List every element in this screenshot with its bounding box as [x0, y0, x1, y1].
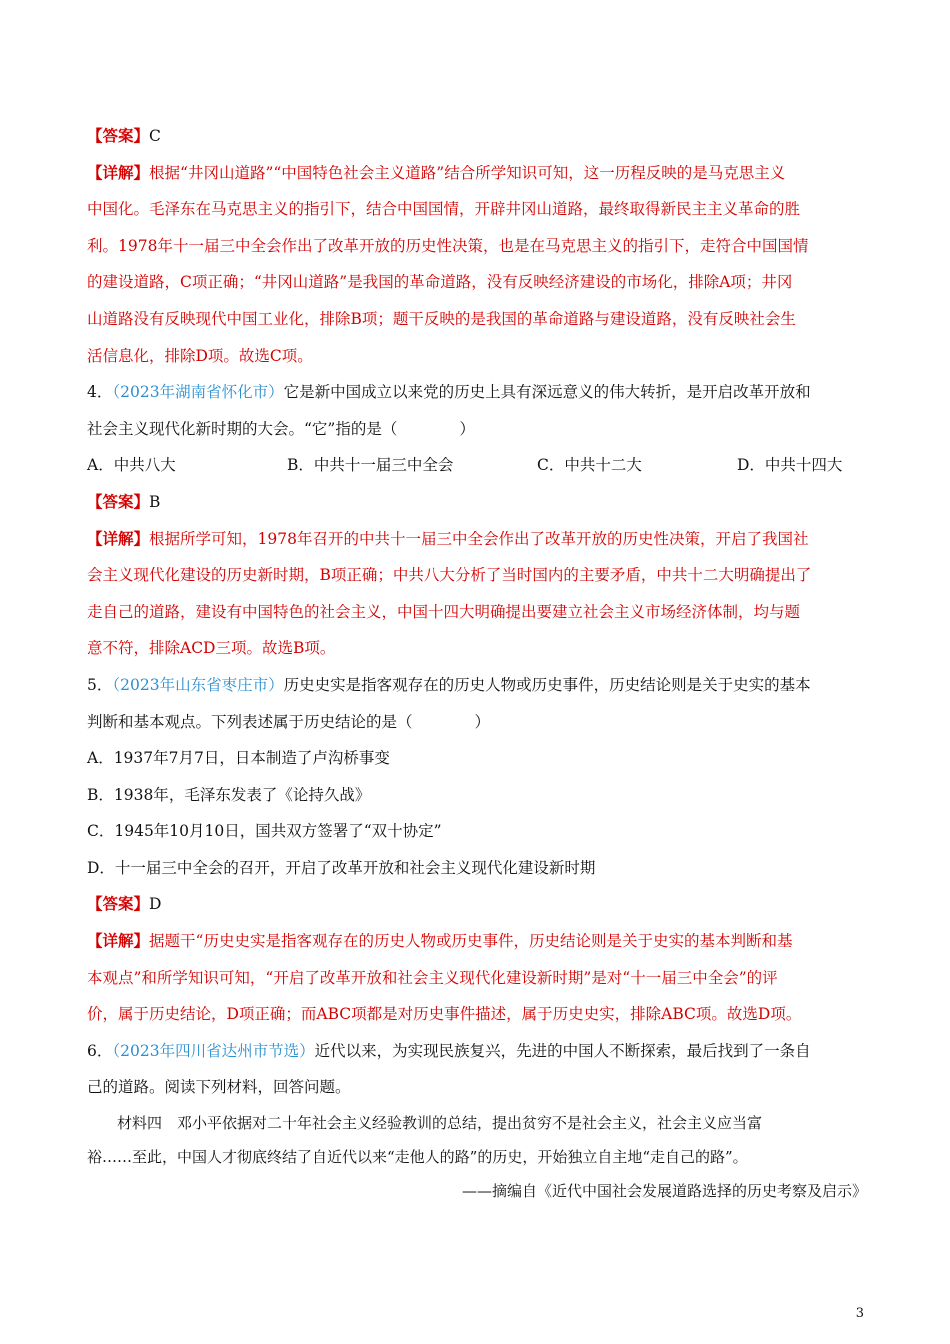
option-c: C．中共十二大 [537, 456, 642, 475]
answer-value: D [149, 895, 162, 914]
detail-text: 据题干“历史史实是指客观存在的历史人物或历史事件，历史结论则是关于史实的基本判断和基 [149, 932, 793, 951]
question-source: （2023年山东省枣庄市） [112, 675, 284, 694]
question-number: 6． [87, 1041, 113, 1060]
option-b: B．1938年，毛泽东发表了《论持久战》 [87, 785, 371, 804]
material-line: 材料四 邓小平依据对二十年社会主义经验教训的总结，提出贫穷不是社会主义，社会主义应当富 [117, 1114, 763, 1133]
q3-detail-line: 利。1978年十一届三中全会作出了改革开放的历史性决策，也是在马克思主义的指引下，走符合中国国情 [87, 236, 809, 255]
question-number: 5． [87, 675, 113, 694]
answer-tag: 【答案】 [87, 126, 150, 145]
q5-detail-line [87, 923, 867, 960]
q3-detail-line: 山道路没有反映现代中国工业化，排除B项；题干反映的是我国的革命道路与建设道路，没有反映社会生 [87, 309, 796, 328]
page-number: 3 [855, 1306, 864, 1321]
question-source: （2023年四川省达州市节选） [112, 1041, 315, 1060]
answer-tag: 【答案】 [87, 491, 150, 511]
stem-text: 它是新中国成立以来党的历史上具有深远意义的伟大转折，是开启改革开放和 [283, 383, 811, 402]
option-b: B．中共十一届三中全会 [287, 456, 454, 475]
q4-stem [87, 374, 867, 411]
answer-tag: 【答案】 [87, 894, 150, 914]
option-a: A．中共八大 [87, 456, 176, 475]
material-citation: ——摘编自《近代中国社会发展道路选择的历史考察及启示》 [461, 1182, 867, 1201]
q3-detail-line [87, 155, 867, 192]
q4-stem: 社会主义现代化新时期的大会。“它”指的是（ ） [87, 419, 475, 438]
q4-answer [87, 484, 867, 521]
material-line: 裕……至此，中国人才彻底终结了自近代以来“走他人的路”的历史，开始独立自主地“走自己的路”。 [87, 1148, 748, 1167]
q5-stem: 判断和基本观点。下列表述属于历史结论的是（ ） [87, 712, 491, 731]
question-number: 4． [87, 383, 113, 402]
answer-value: B [149, 492, 161, 511]
q5-stem [87, 667, 867, 704]
option-d: D．十一届三中全会的召开，开启了改革开放和社会主义现代化建设新时期 [87, 858, 596, 877]
q4-detail-line: 走自己的道路，建设有中国特色的社会主义，中国十四大明确提出要建立社会主义市场经济体制，均与题 [87, 602, 801, 621]
q6-stem: 己的道路。阅读下列材料，回答问题。 [87, 1078, 351, 1097]
q3-detail-line: 活信息化，排除D项。故选C项。 [87, 346, 313, 365]
document-page [87, 118, 867, 1208]
detail-text: 根据“井冈山道路”“中国特色社会主义道路”结合所学知识可知，这一历程反映的是马克思主义 [149, 163, 786, 182]
option-c: C．1945年10月10日，国共双方签署了“双十协定” [87, 822, 442, 841]
detail-text: 根据所学可知，1978年召开的中共十一届三中全会作出了改革开放的历史性决策，开启了我国社 [149, 529, 809, 548]
answer-value: C [149, 127, 161, 145]
q5-detail-line: 价，属于历史结论，D项正确；而ABC项都是对历史事件描述，属于历史史实，排除ABC项。故选D项。 [87, 1005, 802, 1024]
q5-answer [87, 886, 867, 923]
stem-text: 近代以来，为实现民族复兴，先进的中国人不断探索，最后找到了一条自 [314, 1041, 811, 1060]
question-source: （2023年湖南省怀化市） [112, 383, 284, 402]
q4-options [87, 447, 867, 484]
q3-answer [87, 118, 867, 155]
detail-tag: 【详解】 [87, 528, 150, 548]
q5-detail-line: 本观点”和所学知识可知，“开启了改革开放和社会主义现代化建设新时期”是对“十一届三中全会”的评 [87, 968, 778, 987]
detail-tag: 【详解】 [87, 931, 150, 951]
q4-detail-line [87, 521, 867, 558]
q3-detail-line: 的建设道路，C项正确；“井冈山道路”是我国的革命道路，没有反映经济建设的市场化，排除A项；井冈 [87, 273, 793, 292]
detail-tag: 【详解】 [87, 162, 150, 182]
stem-text: 历史史实是指客观存在的历史人物或历史事件，历史结论则是关于史实的基本 [283, 675, 811, 694]
option-d: D．中共十四大 [737, 456, 843, 475]
q4-detail-line: 意不符，排除ACD三项。故选B项。 [87, 639, 336, 658]
q6-stem [87, 1033, 867, 1070]
option-a: A．1937年7月7日，日本制造了卢沟桥事变 [87, 749, 390, 768]
q3-detail-line: 中国化。毛泽东在马克思主义的指引下，结合中国国情，开辟井冈山道路，最终取得新民主主义革命的胜 [87, 200, 801, 219]
q4-detail-line: 会主义现代化建设的历史新时期，B项正确；中共八大分析了当时国内的主要矛盾，中共十二大明确提出了 [87, 566, 812, 585]
